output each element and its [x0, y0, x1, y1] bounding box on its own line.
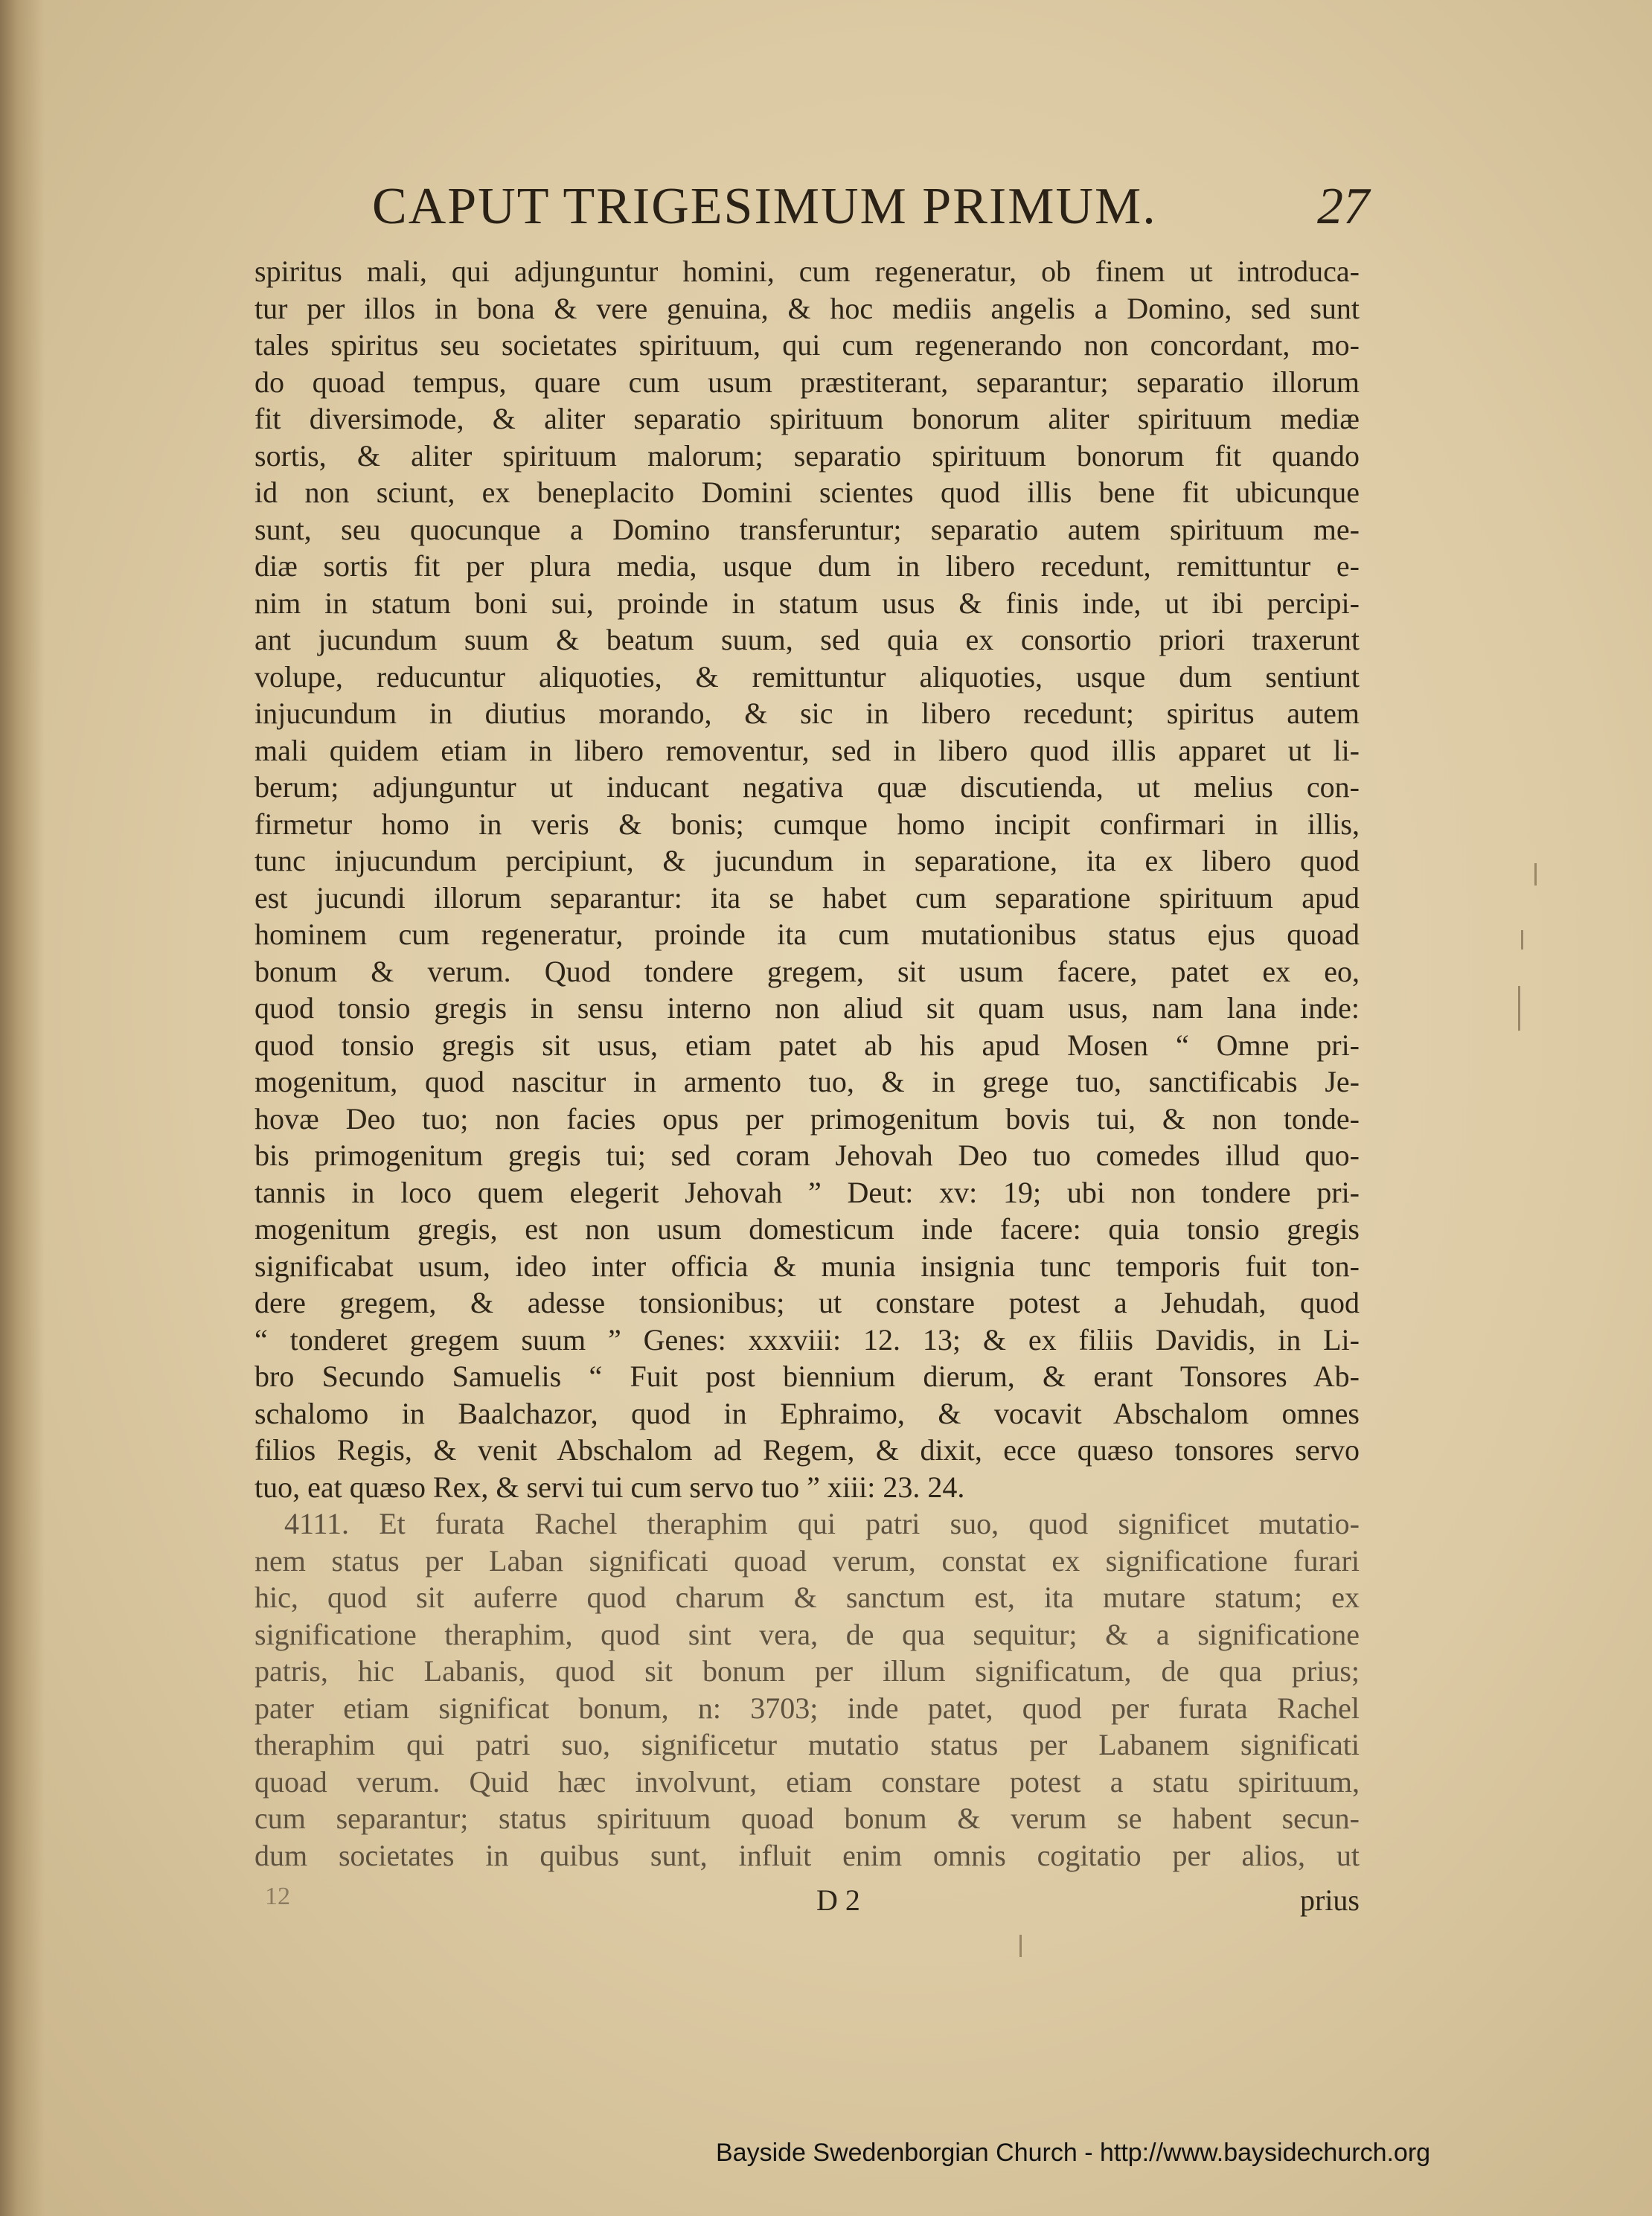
page-header	[372, 177, 1369, 244]
text-line: tunc injucundum percipiunt, & jucundum in separatione, ita ex libero quod	[254, 844, 1360, 877]
text-line: bonum & verum. Quod tondere gregem, sit usum facere, patet ex eo,	[254, 954, 1360, 988]
catchword: prius	[1300, 1883, 1360, 1917]
text-line: est jucundi illorum separantur: ita se habet cum separatione spirituum apud	[254, 880, 1360, 915]
body-text	[254, 253, 1360, 1874]
text-line: tales spiritus seu societates spirituum, qui cum regenerando non concordant, mo-	[254, 328, 1360, 362]
text-line: mogenitum, quod nascitur in armento tuo, & in grege tuo, sanctificabis Je-	[254, 1065, 1360, 1098]
text-line: berum; adjunguntur ut inducant negativa quæ discutienda, ut melius con-	[254, 770, 1360, 804]
margin-mark	[1019, 1935, 1022, 1957]
text-line: hominem cum regeneratur, proinde ita cum mutationibus status ejus quoad	[254, 918, 1360, 951]
text-line: volupe, reducuntur aliquoties, & remittuntur aliquoties, usque dum sentiunt	[254, 659, 1360, 694]
text-line: quoad verum. Quid hæc involvunt, etiam constare potest a statu spirituum,	[254, 1764, 1360, 1799]
text-line: theraphim qui patri suo, significetur mutatio status per Labanem significati	[254, 1728, 1360, 1761]
text-line: tuo, eat quæso Rex, & servi tui cum servo tuo ” xiii: 23. 24.	[254, 1470, 965, 1504]
text-line: id non sciunt, ex beneplacito Domini scientes quod illis bene fit ubicunque	[254, 475, 1360, 509]
text-line: dere gregem, & adesse tonsionibus; ut constare potest a Jehudah, quod	[254, 1286, 1360, 1319]
text-line: dum societates in quibus sunt, influit enim omnis cogitatio per alios, ut	[254, 1838, 1360, 1872]
text-line: spiritus mali, qui adjunguntur homini, cum regeneratur, ob finem ut introduca-	[254, 254, 1360, 288]
text-line: mogenitum gregis, est non usum domesticum inde facere: quia tonsio gregis	[254, 1212, 1360, 1246]
text-line: bis primogenitum gregis tui; sed coram Jehovah Deo tuo comedes illud quo-	[254, 1139, 1360, 1172]
text-line: do quoad tempus, quare cum usum præstiterant, separantur; separatio illorum	[254, 365, 1360, 399]
text-line: filios Regis, & venit Abschalom ad Regem, & dixit, ecce quæso tonsores servo	[254, 1433, 1360, 1467]
text-line: sunt, seu quocunque a Domino transferuntur; separatio autem spirituum me-	[254, 512, 1360, 546]
text-line: tur per illos in bona & vere genuina, & hoc mediis angelis a Domino, sed sunt	[254, 291, 1360, 325]
text-line: ant jucundum suum & beatum suum, sed quia ex consortio priori traxerunt	[254, 623, 1360, 656]
text-line: bro Secundo Samuelis “ Fuit post biennium dierum, & erant Tonsores Ab-	[254, 1360, 1360, 1393]
text-line: mali quidem etiam in libero removentur, sed in libero quod illis apparet ut li-	[254, 733, 1360, 767]
text-line: pater etiam significat bonum, n: 3703; inde patet, quod per furata Rachel	[254, 1691, 1360, 1725]
margin-mark	[1534, 863, 1537, 886]
text-line: nim in statum boni sui, proinde in statum usus & finis inde, ut ibi percipi-	[254, 586, 1360, 620]
text-line: significatione theraphim, quod sint vera, de qua sequitur; & a significatione	[254, 1617, 1360, 1651]
text-line: significabat usum, ideo inter officia & munia insignia tunc temporis fuit ton-	[254, 1249, 1360, 1283]
text-line: injucundum in diutius morando, & sic in libero recedunt; spiritus autem	[254, 696, 1360, 730]
margin-mark	[1518, 986, 1520, 1031]
text-line: hovæ Deo tuo; non facies opus per primogenitum bovis tui, & non tonde-	[254, 1101, 1360, 1136]
text-line: hic, quod sit auferre quod charum & sanctum est, ita mutare statum; ex	[254, 1581, 1360, 1614]
page-footer	[254, 1883, 1360, 1920]
text-line: sortis, & aliter spirituum malorum; separatio spirituum bonorum fit quando	[254, 438, 1360, 473]
page-number: 27	[1317, 178, 1369, 235]
text-line: diæ sortis fit per plura media, usque dum in libero recedunt, remittuntur e-	[254, 549, 1360, 583]
text-line: fit diversimode, & aliter separatio spirituum bonorum aliter spirituum mediæ	[254, 402, 1360, 435]
text-line: tannis in loco quem elegerit Jehovah ” Deut: xv: 19; ubi non tondere pri-	[254, 1175, 1360, 1209]
text-line: “ tonderet gregem suum ” Genes: xxxviii: 12. 13; & ex filiis Davidis, in Li-	[254, 1322, 1360, 1357]
page-gutter-shadow	[0, 0, 45, 2216]
signature-mark: D 2	[816, 1883, 860, 1917]
paragraph-start-line: 4111. Et furata Rachel theraphim qui patri suo, quod significet mutatio-	[284, 1507, 1360, 1540]
watermark-caption: Bayside Swedenborgian Church - http://www.baysidechurch.org	[716, 2139, 1431, 2167]
text-line: schalomo in Baalchazor, quod in Ephraimo, & vocavit Abschalom omnes	[254, 1396, 1360, 1430]
text-line: quod tonsio gregis sit usus, etiam patet ab his apud Mosen “ Omne pri-	[254, 1028, 1360, 1062]
margin-mark	[1521, 930, 1523, 950]
stray-mark: 12	[265, 1883, 290, 1910]
text-line: firmetur homo in veris & bonis; cumque homo incipit confirmari in illis,	[254, 807, 1360, 841]
text-line: nem status per Laban significati quoad verum, constat ex significatione furari	[254, 1543, 1360, 1578]
text-line: patris, hic Labanis, quod sit bonum per illum significatum, de qua prius;	[254, 1654, 1360, 1688]
text-line: quod tonsio gregis in sensu interno non aliud sit quam usus, nam lana inde:	[254, 991, 1360, 1025]
running-title: CAPUT TRIGESIMUM PRIMUM.	[372, 178, 1157, 235]
text-line: cum separantur; status spirituum quoad bonum & verum se habent secun-	[254, 1802, 1360, 1835]
